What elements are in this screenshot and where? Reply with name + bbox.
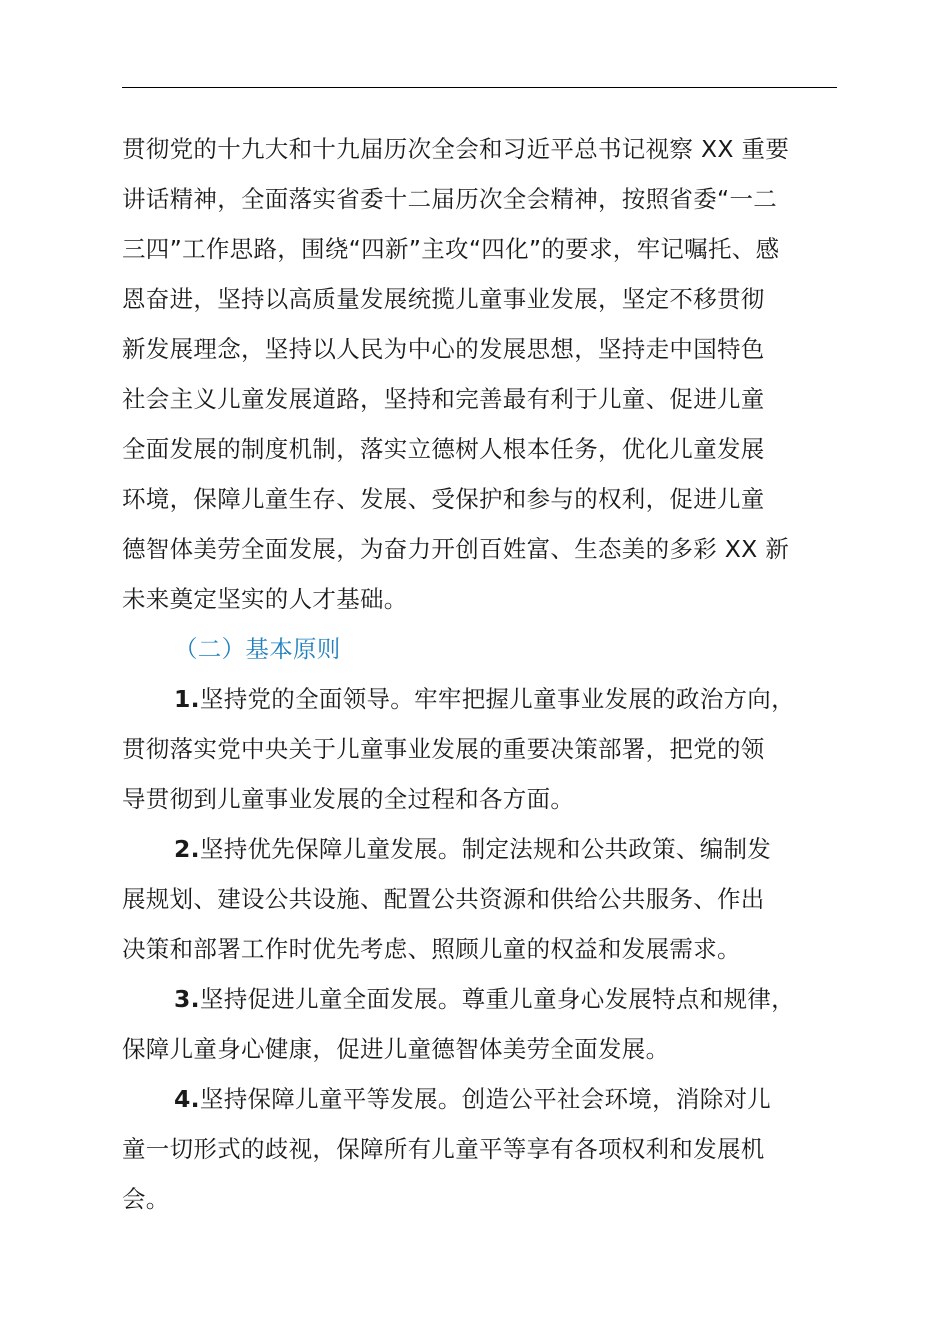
paragraph-line: 环境，保障儿童生存、发展、受保护和参与的权利，促进儿童 [122,485,765,513]
paragraph-line: 恩奋进，坚持以高质量发展统揽儿童事业发展，坚定不移贯彻 [122,285,765,313]
principle-4 [122,1074,852,1224]
principle-number: 2. [174,835,200,863]
paragraph-line: 社会主义儿童发展道路，坚持和完善最有利于儿童、促进儿童 [122,385,765,413]
principle-first-line: 坚持优先保障儿童发展。制定法规和公共政策、编制发 [199,835,772,863]
paragraph-line: 全面发展的制度机制，落实立德树人根本任务，优化儿童发展 [122,435,765,463]
intro-paragraph [122,124,852,624]
principle-3 [122,974,852,1074]
principle-number: 1. [174,685,200,713]
principle-number: 4. [174,1085,200,1113]
principle-first-line: 坚持保障儿童平等发展。创造公平社会环境，消除对儿 [199,1085,772,1113]
paragraph-line: 童一切形式的歧视，保障所有儿童平等享有各项权利和发展机 [122,1135,765,1163]
paragraph-line: 贯彻落实党中央关于儿童事业发展的重要决策部署，把党的领 [122,735,765,763]
paragraph-line: 决策和部署工作时优先考虑、照顾儿童的权益和发展需求。 [122,935,741,963]
principle-2 [122,824,852,974]
header-rule [122,87,837,88]
paragraph-line: 贯彻党的十九大和十九届历次全会和习近平总书记视察 XX 重要 [122,135,790,163]
principle-first-line: 坚持促进儿童全面发展。尊重儿童身心发展特点和规律， [199,985,795,1013]
paragraph-line: 会。 [122,1185,170,1213]
document-body [122,124,852,1224]
paragraph-line: 德智体美劳全面发展，为奋力开创百姓富、生态美的多彩 XX 新 [122,535,790,563]
paragraph-line: 保障儿童身心健康，促进儿童德智体美劳全面发展。 [122,1035,670,1063]
principle-1 [122,674,852,824]
paragraph-line: 未来奠定坚实的人才基础。 [122,585,408,613]
section-heading: （二）基本原则 [174,635,341,663]
paragraph-line: 讲话精神，全面落实省委十二届历次全会精神，按照省委“一二 [122,185,778,213]
principle-first-line: 坚持党的全面领导。牢牢把握儿童事业发展的政治方向， [199,685,795,713]
principle-number: 3. [174,985,200,1013]
paragraph-line: 展规划、建设公共设施、配置公共资源和供给公共服务、作出 [122,885,765,913]
paragraph-line: 新发展理念，坚持以人民为中心的发展思想，坚持走中国特色 [122,335,765,363]
paragraph-line: 三四”工作思路，围绕“四新”主攻“四化”的要求，牢记嘱托、感 [122,235,780,263]
paragraph-line: 导贯彻到儿童事业发展的全过程和各方面。 [122,785,575,813]
